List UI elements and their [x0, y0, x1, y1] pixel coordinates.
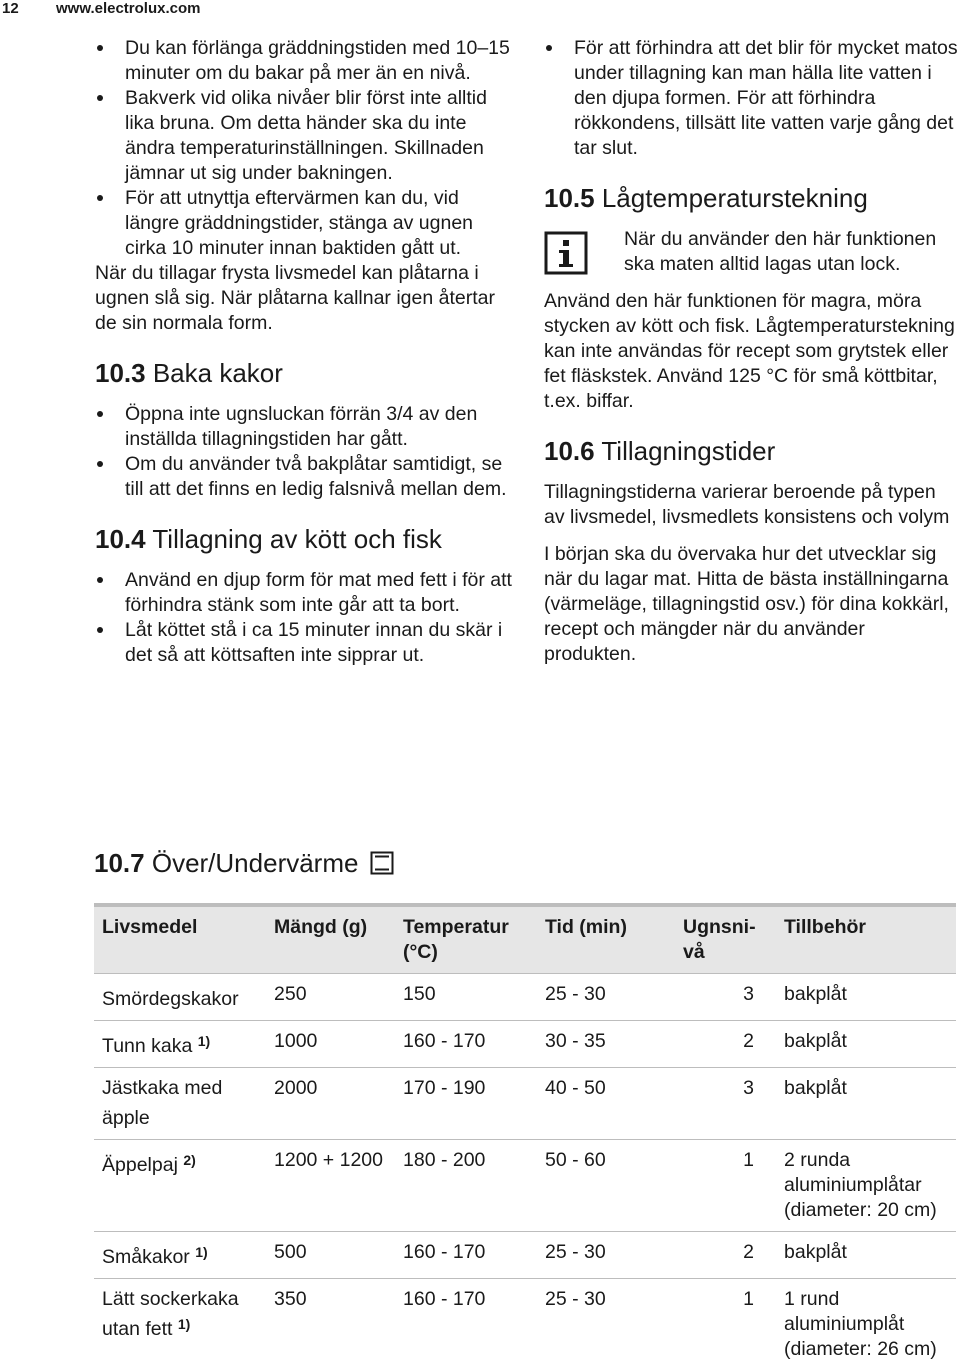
amount-cell: 1000	[274, 1030, 318, 1052]
accessory-cell: 1 rund aluminiumplåt (diameter: 26 cm)	[784, 1288, 937, 1360]
table-row	[94, 1232, 956, 1279]
amount-cell: 2000	[274, 1077, 318, 1099]
list-item: För att förhindra att det blir för mycket matos under tillagning kan man hälla lite vatten i den djupa formen. För att förhindra rökkondens, tillsätt lite vatten varje gång det tar slut.	[544, 36, 959, 161]
section-heading-10-3: 10.3 Baka kakor	[95, 358, 283, 388]
time-cell: 25 - 30	[545, 983, 606, 1005]
page-number: 12	[2, 0, 19, 17]
info-icon	[544, 231, 588, 275]
section-heading-10-4: 10.4 Tillagning av kött och fisk	[95, 524, 442, 554]
temp-cell: 160 - 170	[403, 1241, 486, 1263]
water-tips-list	[544, 36, 959, 161]
oven-top-bottom-heat-icon	[370, 851, 394, 875]
accessory-cell: bakplåt	[784, 983, 847, 1005]
list-item: Om du använder två bakplåtar samtidigt, se till att det finns en ledig falsnivå mellan dem.	[95, 452, 515, 502]
header-cell: Livsmedel	[102, 916, 198, 938]
header-cell: Tid (min)	[545, 916, 627, 938]
list-item: Använd en djup form för mat med fett i för att förhindra stänk som inte går att ta bort.	[95, 568, 515, 618]
temp-cell: 150	[403, 983, 436, 1005]
level-cell: 3	[743, 983, 754, 1005]
time-cell: 25 - 30	[545, 1288, 606, 1310]
cooking-table	[94, 903, 956, 1370]
site-url: www.electrolux.com	[56, 0, 201, 17]
temp-cell: 170 - 190	[403, 1077, 486, 1099]
time-cell: 30 - 35	[545, 1030, 606, 1052]
table-row	[94, 1021, 956, 1068]
header-cell: Tillbehör	[784, 916, 866, 938]
list-item: Bakverk vid olika nivåer blir först inte alltid lika bruna. Om detta händer ska du inte ändra temperaturinställningen. Skillnaden jämnar ut sig under bakningen.	[95, 86, 515, 186]
table-row	[94, 974, 956, 1021]
time-cell: 40 - 50	[545, 1077, 606, 1099]
table-header-row	[94, 903, 956, 974]
food-cell: Småkakor $^{1)}$	[102, 1244, 208, 1268]
cooking-times-paragraph-2: I början ska du övervaka hur det utvecklar sig när du lagar mat. Hitta de bästa inställningarna (värmeläge, tillagningstid osv.) för dina kokkärl, recept och mängder när du använder produkten.	[544, 543, 949, 665]
amount-cell: 1200 + 1200	[274, 1149, 383, 1171]
list-item: Du kan förlänga gräddningstiden med 10–15 minuter om du bakar på mer än en nivå.	[95, 36, 515, 86]
time-cell: 50 - 60	[545, 1149, 606, 1171]
food-cell: Smördegskakor	[102, 988, 239, 1010]
meat-fish-tips-list	[95, 568, 515, 668]
table-row	[94, 1140, 956, 1232]
food-cell: Jästkaka med äpple	[102, 1077, 223, 1129]
temp-cell: 160 - 170	[403, 1288, 486, 1310]
info-text: När du använder den här funktionen ska maten alltid lagas utan lock.	[624, 228, 937, 275]
baking-tips-list	[95, 36, 515, 261]
food-cell: Tunn kaka $^{1)}$	[102, 1033, 211, 1057]
section-heading-10-5: 10.5 Lågtemperaturstekning	[544, 183, 868, 213]
level-cell: 3	[743, 1077, 754, 1099]
accessory-cell: bakplåt	[784, 1241, 847, 1263]
info-note	[544, 227, 959, 277]
time-cell: 25 - 30	[545, 1241, 606, 1263]
amount-cell: 500	[274, 1241, 307, 1263]
accessory-cell: bakplåt	[784, 1030, 847, 1052]
accessory-cell: bakplåt	[784, 1077, 847, 1099]
level-cell: 1	[743, 1288, 754, 1310]
left-column	[95, 36, 515, 668]
level-cell: 2	[743, 1030, 754, 1052]
frozen-food-paragraph: När du tillagar frysta livsmedel kan plåtarna i ugnen slå sig. När plåtarna kallnar igen återtar de sin normala form.	[95, 262, 495, 334]
food-cell: Lätt sockerkaka utan fett $^{1)}$	[102, 1288, 239, 1340]
cooking-times-paragraph-1: Tillagningstiderna varierar beroende på typen av livsmedel, livsmedlets konsistens och volym	[544, 481, 950, 528]
table-row	[94, 1068, 956, 1140]
low-temp-paragraph: Använd den här funktionen för magra, möra stycken av kött och fisk. Lågtemperaturstekning kan inte användas för recept som grytstek eller fet fläskstek. Använd 125 °C för små köttbitar, t.ex. biffar.	[544, 290, 955, 412]
header-cell: Ugnsni-vå	[683, 916, 756, 963]
temp-cell: 180 - 200	[403, 1149, 486, 1171]
level-cell: 1	[743, 1149, 754, 1171]
list-item: För att utnyttja eftervärmen kan du, vid längre gräddningstider, stänga av ugnen cirka 10 minuter innan baktiden gått ut.	[95, 186, 515, 261]
section-heading-10-6: 10.6 Tillagningstider	[544, 436, 776, 466]
table-row	[94, 1279, 956, 1370]
level-cell: 2	[743, 1241, 754, 1263]
amount-cell: 350	[274, 1288, 307, 1310]
list-item: Öppna inte ugnsluckan förrän 3/4 av den inställda tillagningstiden har gått.	[95, 402, 515, 452]
right-column	[544, 36, 959, 667]
accessory-cell: 2 runda aluminiumplåtar (diameter: 20 cm)	[784, 1149, 937, 1221]
temp-cell: 160 - 170	[403, 1030, 486, 1052]
list-item: Låt köttet stå i ca 15 minuter innan du skär i det så att köttsaften inte sipprar ut.	[95, 618, 515, 668]
header-cell: Temperatur (°C)	[403, 916, 509, 963]
header-cell: Mängd (g)	[274, 916, 368, 938]
amount-cell: 250	[274, 983, 307, 1005]
food-cell: Äppelpaj $^{2)}$	[102, 1152, 196, 1176]
cookies-tips-list	[95, 402, 515, 502]
section-heading-10-7: 10.7 Över/Undervärme	[94, 848, 394, 878]
